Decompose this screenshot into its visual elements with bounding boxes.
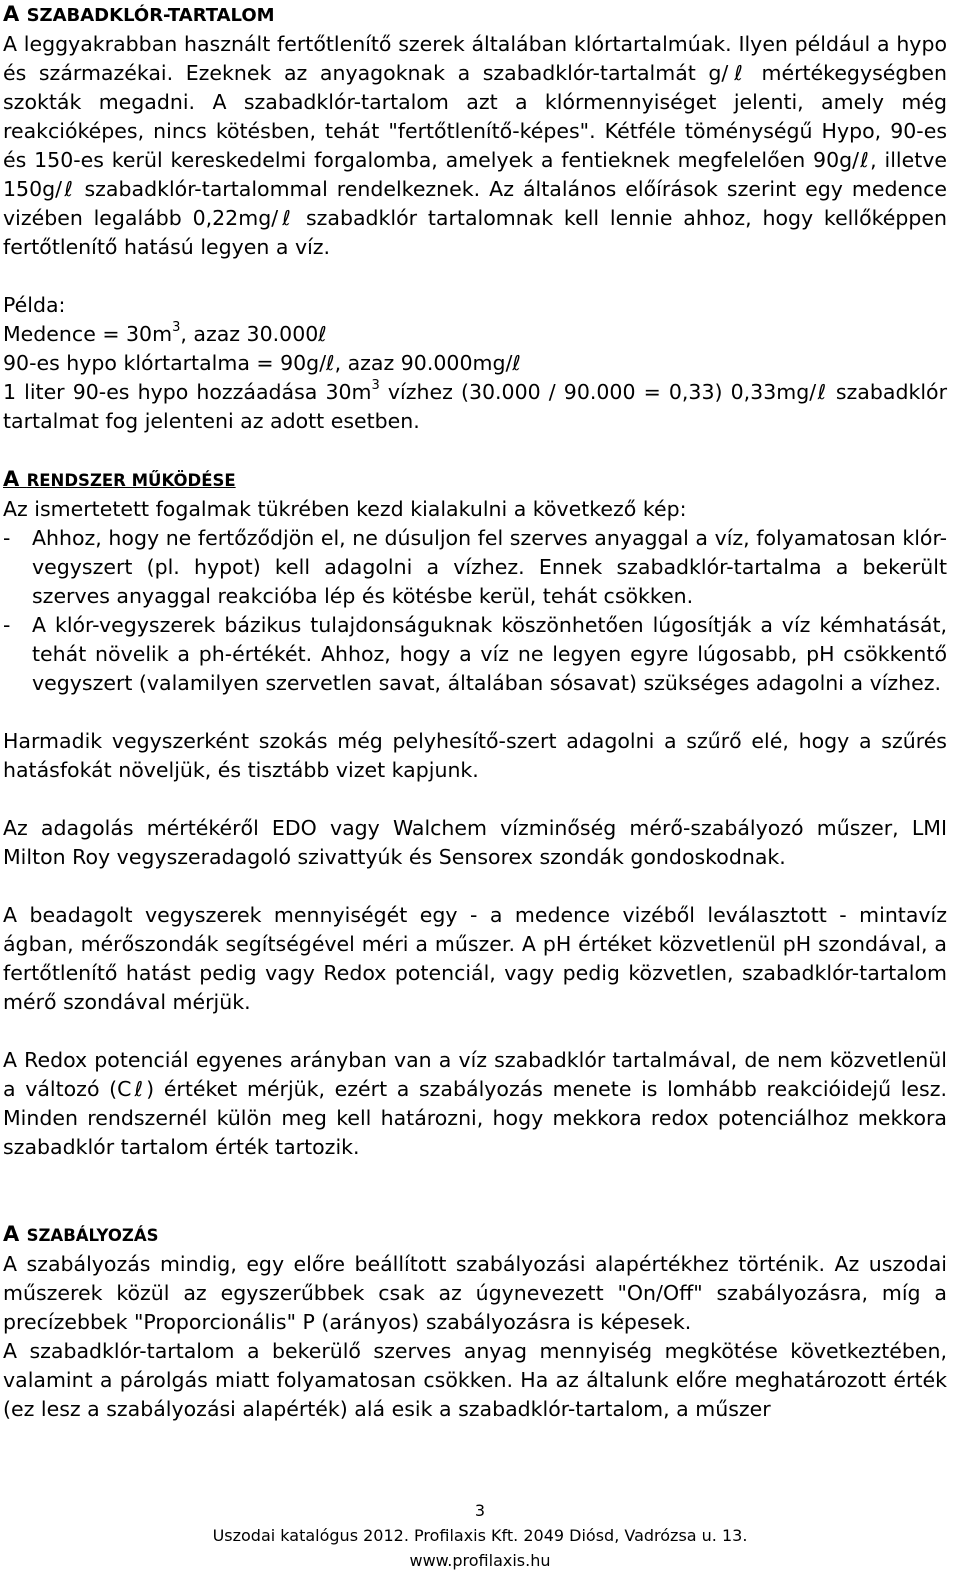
footer-website: www.profilaxis.hu	[409, 1551, 551, 1570]
paragraph-redox: A Redox potenciál egyenes arányban van a víz szabadklór tartalmával, de nem közvetlenül a változó (Cℓ) értéket mérjük, ezért a szabályozás menete is lomhább reakcióidejű lesz. Minden rendszernél külön meg kell határozni, hogy mekkora redox potenciálhoz mekkora szabadklór tartalom érték tartozik.	[3, 1048, 947, 1159]
footer-address: Uszodai katalógus 2012. Profilaxis Kft. 2049 Diósd, Vadrózsa u. 13.	[212, 1526, 748, 1545]
example-line-1: Medence = $30m^3$, azaz 30.000ℓ	[3, 320, 327, 346]
example-line-3: 1 liter 90-es hypo hozzáadása $30m^3$ vízhez (30.000 / 90.000 = 0,33) 0,33mg/ℓ szabadklór tartalmat fog jelenteni az adott esetben.	[3, 378, 947, 433]
page-footer	[0, 1498, 960, 1573]
list-item: - Ahhoz, hogy ne fertőződjön el, ne dúsuljon fel szerves anyaggal a víz, folyamatosan klór-vegyszert (pl. hypot) kell adagolni a vízhez. Ennek szabadklór-tartalma a bekerült szerves anyaggal reakcióba lép és kötésbe kerül, tehát csökken.	[3, 526, 947, 608]
paragraph-szabalyozas-2: A szabadklór-tartalom a bekerülő szerves anyag mennyiség megkötése következtében, valamint a párolgás miatt folyamatosan csökken. Ha az általunk előre meghatározott érték (ez lesz a szabályozási alapérték) alá esik a szabadklór-tartalom, a műszer	[3, 1339, 947, 1421]
page-number: 3	[474, 1501, 486, 1520]
section-heading-szabalyozas: A SZABÁLYOZÁS	[3, 1222, 159, 1246]
paragraph-szabalyozas-1: A szabályozás mindig, egy előre beállított szabályozási alapértékhez történik. Az uszodai műszerek közül az egyszerűbbek csak az úgynevezett "On/Off" szabályozásra, míg a precízebbek "Proporcionális" P (arányos) szabályozásra is képesek.	[3, 1252, 947, 1334]
paragraph-adagolas: Az adagolás mértékéről EDO vagy Walchem vízminőség mérő-szabályozó műszer, LMI Milton Roy vegyszeradagoló szivattyúk és Sensorex szondák gondoskodnak.	[3, 816, 947, 869]
paragraph-pelyhesito: Harmadik vegyszerként szokás még pelyhesítő-szert adagolni a szűrő elé, hogy a szűrés hatásfokát növeljük, és tisztább vizet kapjunk.	[3, 729, 947, 782]
example-line-2: 90-es hypo klórtartalma = 90g/ℓ, azaz 90.000mg/ℓ	[3, 351, 521, 375]
rendszer-intro: Az ismertetett fogalmak tükrében kezd kialakulni a következő kép:	[3, 497, 687, 521]
section-heading-rendszer: A RENDSZER MŰKÖDÉSE	[3, 467, 236, 491]
section-heading-szabadklor: A SZABADKLÓR-TARTALOM	[3, 2, 275, 26]
szabadklor-paragraph: A leggyakrabban használt fertőtlenítő szerek általában klórtartalmúak. Ilyen például a hypo és származékai. Ezeknek az anyagoknak a szabadklór-tartalmát g/ℓ mértékegységben szokták megadni. A szabadklór-tartalom azt a klórmennyiséget jelenti, amely még reakcióképes, nincs kötésben, tehát "fertőtlenítő-képes". Kétféle töménységű Hypo, 90-es és 150-es kerül kereskedelmi forgalomba, amelyek a fentieknek megfelelően 90g/ℓ, illetve 150g/ℓ szabadklór-tartalommal rendelkeznek. Az általános előírások szerint egy medence vizében legalább 0,22mg/ℓ szabadklór tartalomnak kell lennie ahhoz, hogy kellőképpen fertőtlenítő hatású legyen a víz.	[3, 32, 947, 259]
paragraph-beadagolt: A beadagolt vegyszerek mennyiségét egy - a medence vizéből leválasztott - mintavíz ágban, mérőszondák segítségével méri a műszer. A pH értéket közvetlenül pH szondával, a fertőtlenítő hatást pedig vagy Redox potenciál, vagy pedig közvetlen, szabadklór-tartalom mérő szondával mérjük.	[3, 903, 947, 1014]
example-label: Példa:	[3, 293, 66, 317]
page-content	[3, 0, 947, 1424]
list-item: - A klór-vegyszerek bázikus tulajdonságuknak köszönhetően lúgosítják a víz kémhatását, tehát növelik a ph-értékét. Ahhoz, hogy a víz ne legyen egyre lúgosabb, pH csökkentő vegyszert (valamilyen szervetlen savat, általában sósavat) szükséges adagolni a vízhez.	[3, 613, 947, 695]
